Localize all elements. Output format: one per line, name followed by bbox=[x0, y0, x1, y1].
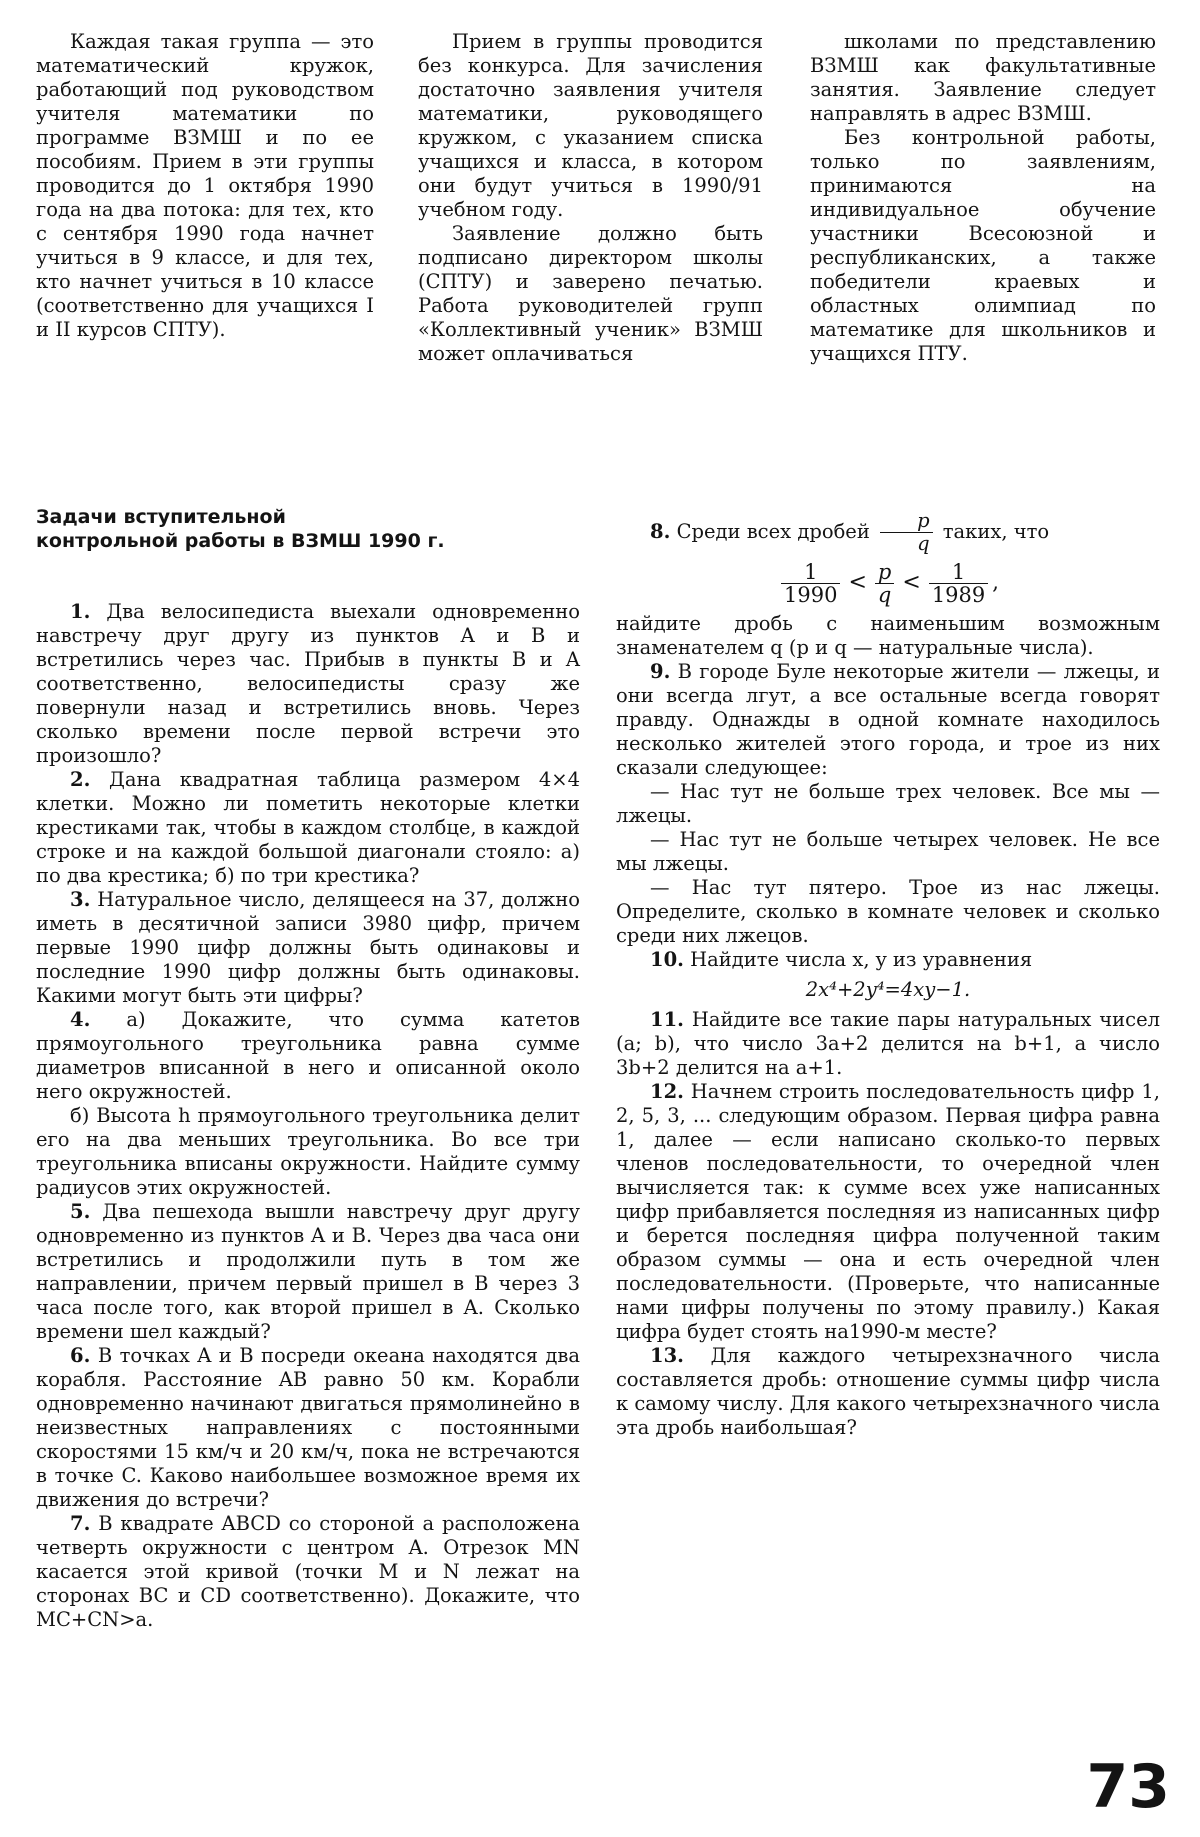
top-column-2 bbox=[418, 30, 763, 366]
problem-item: 5. Два пешехода вышли навстречу друг другу одновременно из пунктов A и B. Через два часа они встретились и продолжили путь в том же направлении, причем первый пришел в B через 3 часа после того, как второй пришел в A. Сколько времени шел каждый? bbox=[36, 1200, 580, 1343]
problem-item: 6. В точках A и B посреди океана находятся два корабля. Расстояние AB равно 50 км. Корабли одновременно начинают двигаться прямолинейно в неизвестных направлениях с постоянными скоростями 15 км/ч и 20 км/ч, пока не встречаются в точке C. Каково наибольшее возможное время их движения до встречи? bbox=[36, 1344, 581, 1511]
problem-item: б) Высота h прямоугольного треугольника делит его на два меньших треугольника. Во все три треугольника вписаны окружности. Найдите сумму радиусов этих окружностей. bbox=[36, 1104, 580, 1199]
application-paragraph: Заявление должно быть подписано директором школы (СПТУ) и заверено печатью. Работа руководителей групп «Коллективный ученик» ВЗМШ может оплачиваться bbox=[418, 222, 763, 365]
address-paragraph: школами по представлению ВЗМШ как факультативные занятия. Заявление следует направлять в адрес ВЗМШ. bbox=[810, 30, 1156, 125]
heading-line-2: контрольной работы в ВЗМШ 1990 г. bbox=[36, 530, 445, 552]
problem-item: 2. Дана квадратная таблица размером 4×4 клетки. Можно ли пометить некоторые клетки крестиками так, чтобы в каждом столбце, в каждой строке и на каждой большой диагонали стояло: а) по два крестика; б) по три крестика? bbox=[36, 768, 581, 887]
problems-left-column bbox=[36, 600, 580, 1632]
fraction-p-q: $\frac{p}{q}$ bbox=[880, 510, 932, 555]
equation-formula: 2x⁴+2y⁴=4xy−1. bbox=[805, 978, 971, 1001]
problem-item: 13. Для каждого четырехзначного числа составляется дробь: отношение суммы цифр числа к самому числу. Для какого четырехзначного числа эта дробь наибольшая? bbox=[616, 1344, 1161, 1439]
top-column-3 bbox=[810, 30, 1156, 366]
problem-item: — Нас тут не больше четырех человек. Не все мы лжецы. bbox=[616, 828, 1160, 875]
problem-item: 10. Найдите числа x, y из уравнения bbox=[650, 948, 1033, 971]
problem-item: 9. В городе Буле некоторые жители — лжецы, и они всегда лгут, а все остальные всегда говорят правду. Однажды в одной комнате находилось несколько жителей этого города, и трое из них сказали следующее: bbox=[616, 660, 1161, 779]
intro-paragraph: Каждая такая группа — это математический кружок, работающий под руководством учителя математики по программе ВЗМШ и по ее пособиям. Прием в эти группы проводится до 1 октября 1990 года на два потока: для тех, кто с сентября 1990 года начнет учиться в 9 классе, и для тех, кто начнет учиться в 10 классе (соответственно для учащихся I и II курсов СПТУ). bbox=[36, 30, 374, 341]
problem-item: 1. Два велосипедиста выехали одновременно навстречу друг другу из пунктов A и B и встретились через час. Прибыв в пункты B и A соответственно, велосипедисты сразу же повернули назад и встретились вновь. Через сколько времени после первой встречи это произошло? bbox=[36, 600, 581, 767]
problems-right-column bbox=[616, 510, 1160, 1440]
problem-item: — Нас тут пятеро. Трое из нас лжецы. Определите, сколько в комнате человек и сколько среди них лжецов. bbox=[616, 876, 1160, 947]
problem-item: — Нас тут не больше трех человек. Все мы — лжецы. bbox=[616, 780, 1160, 827]
problem-item: 4. а) Докажите, что сумма катетов прямоугольного треугольника равна сумме диаметров вписанной в него и описанной около него окружностей. bbox=[36, 1008, 580, 1103]
inequality-formula: $\frac{1}{1990}$ < $\frac{p}{q}$ < $\frac{1}{1989}$ , bbox=[616, 561, 1160, 606]
problem-item: 12. Начнем строить последовательность цифр 1, 2, 5, 3, ... следующим образом. Первая цифра равна 1, далее — если написано сколько-то первых членов последовательности, то очередной член вычисляется так: к сумме всех уже написанных цифр прибавляется последняя из написанных цифр и берется последняя цифра полученной таким образом суммы — она и есть очередной член последовательности. (Проверьте, что написанные нами цифры получены по этому правилу.) Какая цифра будет стоять на1990-м месте? bbox=[616, 1080, 1160, 1343]
top-column-1 bbox=[36, 30, 374, 342]
problem-item: найдите дробь с наименьшим возможным знаменателем q (p и q — натуральные числа). bbox=[616, 612, 1160, 659]
olympiad-paragraph: Без контрольной работы, только по заявлениям, принимаются на индивидуальное обучение участники Всесоюзной и республиканских, а также победители краевых и областных олимпиад по математике для школьников и учащихся ПТУ. bbox=[810, 126, 1156, 365]
problem-item: 3. Натуральное число, делящееся на 37, должно иметь в десятичной записи 3980 цифр, причем первые 1990 цифр должны быть одинаковы и последние 1990 цифр должны быть одинаковы. Какими могут быть эти цифры? bbox=[36, 888, 580, 1007]
heading-line-1: Задачи вступительной bbox=[36, 506, 286, 528]
admission-paragraph: Прием в группы проводится без конкурса. Для зачисления достаточно заявления учителя математики, руководящего кружком, с указанием списка учащихся и класса, в котором они будут учиться в 1990/91 учебном году. bbox=[418, 30, 763, 221]
problem-item: 11. Найдите все такие пары натуральных чисел (a; b), что число 3a+2 делится на b+1, а число 3b+2 делится на a+1. bbox=[616, 1008, 1161, 1079]
problem-item: 8. Среди всех дробей $\frac{p}{q}$ таких, что bbox=[650, 509, 1050, 555]
section-heading bbox=[36, 505, 496, 553]
problem-item: 7. В квадрате ABCD со стороной a расположена четверть окружности с центром A. Отрезок MN касается этой кривой (точки M и N лежат на сторонах BC и CD соответственно). Докажите, что MC+CN>a. bbox=[36, 1512, 580, 1631]
page-number: 73 bbox=[1086, 1752, 1170, 1822]
